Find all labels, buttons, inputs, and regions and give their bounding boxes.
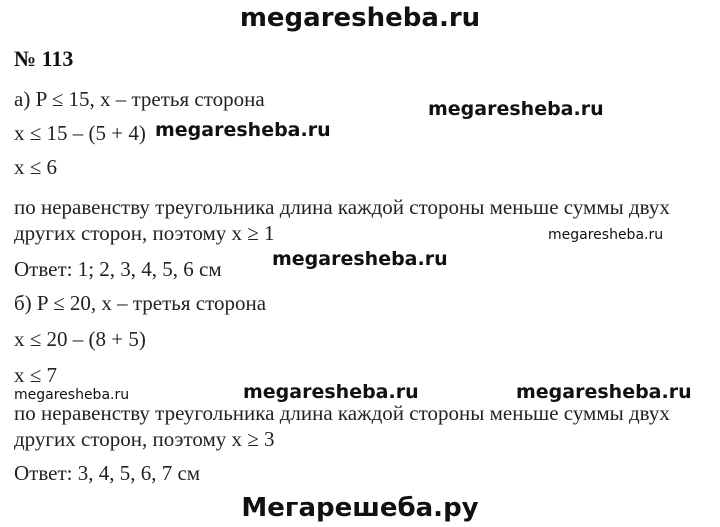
part-a-explanation-line-2: других сторон, поэтому x ≥ 1 <box>14 221 275 245</box>
part-b-explanation-line-2: других сторон, поэтому x ≥ 3 <box>14 427 275 451</box>
watermark: megaresheba.ru <box>14 387 130 403</box>
part-b-step-1: x ≤ 20 – (8 + 5) <box>14 327 146 351</box>
watermark: megaresheba.ru <box>243 381 419 403</box>
part-b-explanation-line-1: по неравенству треугольника длина каждой стороны меньше суммы двух <box>14 401 670 425</box>
watermark: megaresheba.ru <box>272 248 448 270</box>
watermark: megaresheba.ru <box>516 381 692 403</box>
watermark: megaresheba.ru <box>428 98 604 120</box>
part-a-condition: а) P ≤ 15, x – третья сторона <box>14 87 265 111</box>
part-a-explanation-line-1: по неравенству треугольника длина каждой стороны меньше суммы двух <box>14 195 670 219</box>
part-a-step-2: x ≤ 6 <box>14 155 58 179</box>
part-b-condition: б) P ≤ 20, x – третья сторона <box>14 291 267 315</box>
watermark: megaresheba.ru <box>155 119 331 141</box>
part-a-step-1: x ≤ 15 – (5 + 4) <box>14 121 146 145</box>
part-b-step-2: x ≤ 7 <box>14 363 58 387</box>
site-footer-watermark: Мегарешеба.ру <box>241 493 479 523</box>
problem-number: № 113 <box>14 46 74 71</box>
site-header-watermark: megaresheba.ru <box>239 3 481 33</box>
watermark: megaresheba.ru <box>548 227 664 243</box>
part-b-answer: Ответ: 3, 4, 5, 6, 7 см <box>14 461 201 485</box>
part-a-answer: Ответ: 1; 2, 3, 4, 5, 6 см <box>14 257 222 281</box>
